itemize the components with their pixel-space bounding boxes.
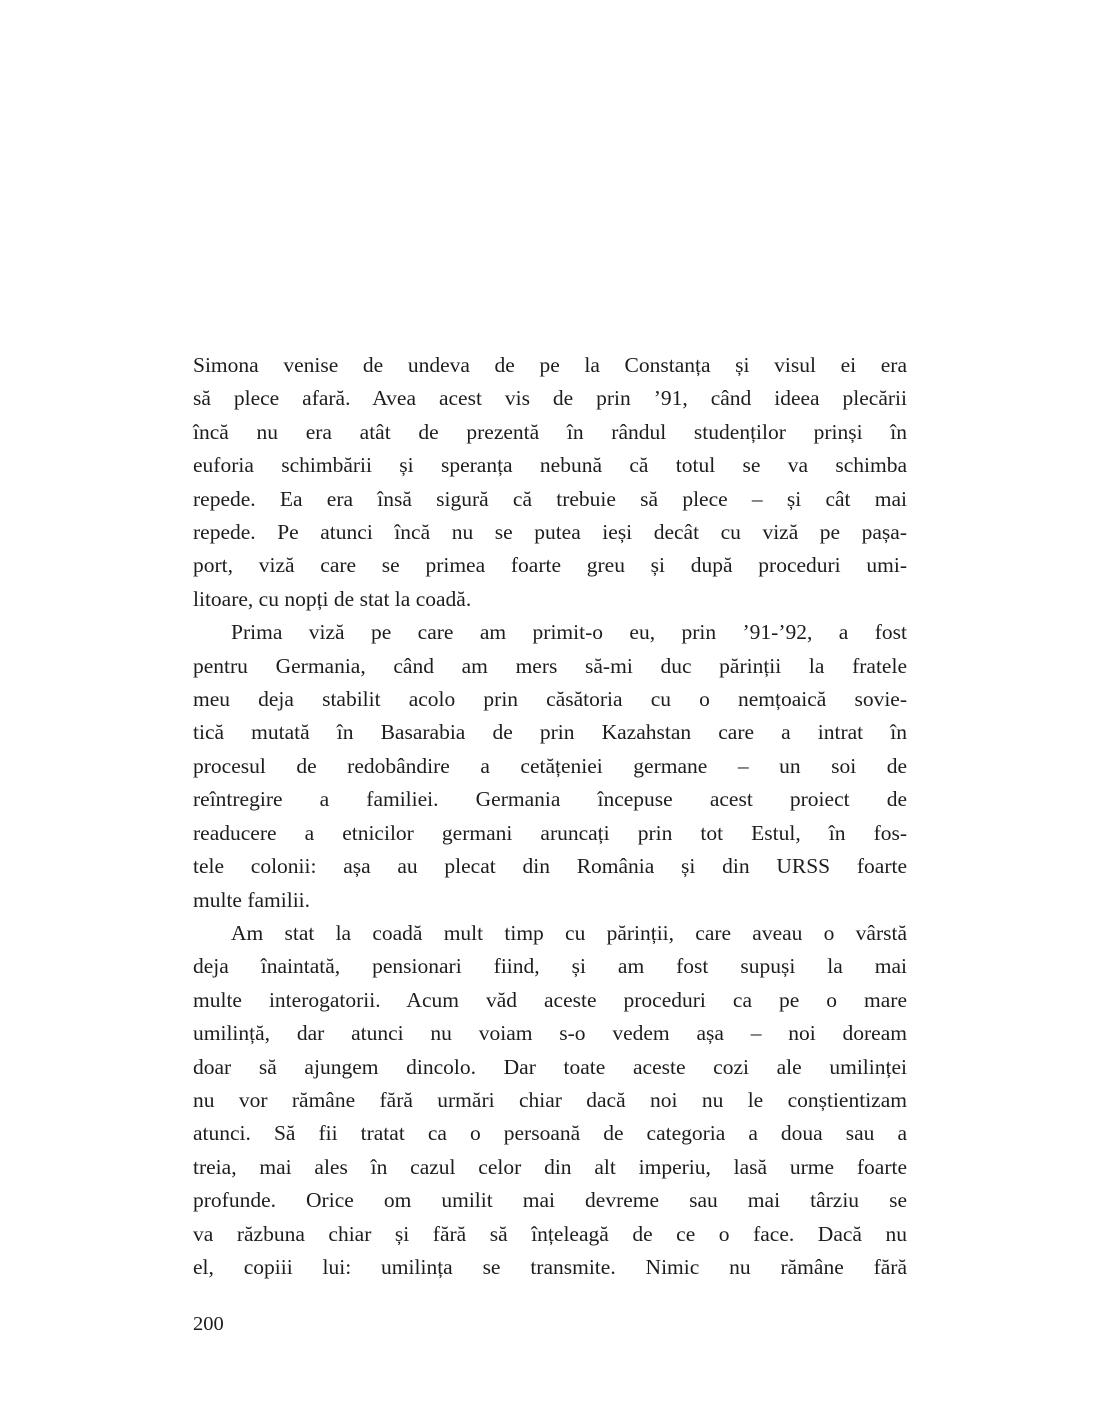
text-line: să plece afară. Avea acest vis de prin ’91, când ideea plecării <box>193 386 907 411</box>
paragraph <box>193 349 907 616</box>
text-line: umilință, dar atunci nu voiam s-o vedem așa – noi doream <box>193 1021 907 1046</box>
text-line: tele colonii: așa au plecat din România și din URSS foarte <box>193 854 907 879</box>
text-line: el, copiii lui: umilința se transmite. Nimic nu rămâne fără <box>193 1254 907 1279</box>
text-line: va răzbuna chiar și fără să înțeleagă de ce o face. Dacă nu <box>193 1221 907 1246</box>
text-line: profunde. Orice om umilit mai devreme sau mai târziu se <box>193 1188 907 1213</box>
text-line: readucere a etnicilor germani aruncați prin tot Estul, în fos- <box>193 820 907 845</box>
text-line: Prima viză pe care am primit-o eu, prin ’91-’92, a fost <box>231 620 907 645</box>
text-line: repede. Pe atunci încă nu se putea ieși decât cu viză pe pașa- <box>193 520 907 545</box>
text-line: pentru Germania, când am mers să-mi duc părinții la fratele <box>193 653 907 678</box>
text-line: Simona venise de undeva de pe la Constanța și visul ei era <box>193 353 907 377</box>
text-line: Am stat la coadă mult timp cu părinții, care aveau o vârstă <box>231 920 907 945</box>
text-line: multe interogatorii. Acum văd aceste proceduri ca pe o mare <box>193 987 907 1012</box>
text-line: tică mutată în Basarabia de prin Kazahstan care a intrat în <box>193 720 907 745</box>
text-line: reîntregire a familiei. Germania începuse acest proiect de <box>193 787 907 812</box>
text-line: doar să ajungem dincolo. Dar toate aceste cozi ale umilinței <box>193 1054 907 1079</box>
text-line: euforia schimbării și speranța nebună că totul se va schimba <box>193 453 907 478</box>
text-block <box>193 349 907 1284</box>
text-line: procesul de redobândire a cetățeniei germane – un soi de <box>193 753 907 778</box>
text-line: încă nu era atât de prezentă în rândul studenților prinși în <box>193 419 907 444</box>
text-line: treia, mai ales în cazul celor din alt imperiu, lasă urme foarte <box>193 1154 907 1179</box>
paragraph <box>193 917 907 1284</box>
text-line: meu deja stabilit acolo prin căsătoria cu o nemțoaică sovie- <box>193 687 907 712</box>
text-line: litoare, cu nopți de stat la coadă. <box>193 586 472 611</box>
text-line: nu vor rămâne fără urmări chiar dacă noi nu le conștientizam <box>193 1087 907 1112</box>
text-line: repede. Ea era însă sigură că trebuie să plece – și cât mai <box>193 486 907 511</box>
text-line: multe familii. <box>193 887 311 912</box>
text-line: deja înaintată, pensionari fiind, și am fost supuși la mai <box>193 954 907 979</box>
paragraph <box>193 616 907 917</box>
page-number: 200 <box>193 1313 224 1335</box>
text-line: atunci. Să fii tratat ca o persoană de categoria a doua sau a <box>193 1121 907 1146</box>
text-line: port, viză care se primea foarte greu și după proceduri umi- <box>193 553 907 578</box>
